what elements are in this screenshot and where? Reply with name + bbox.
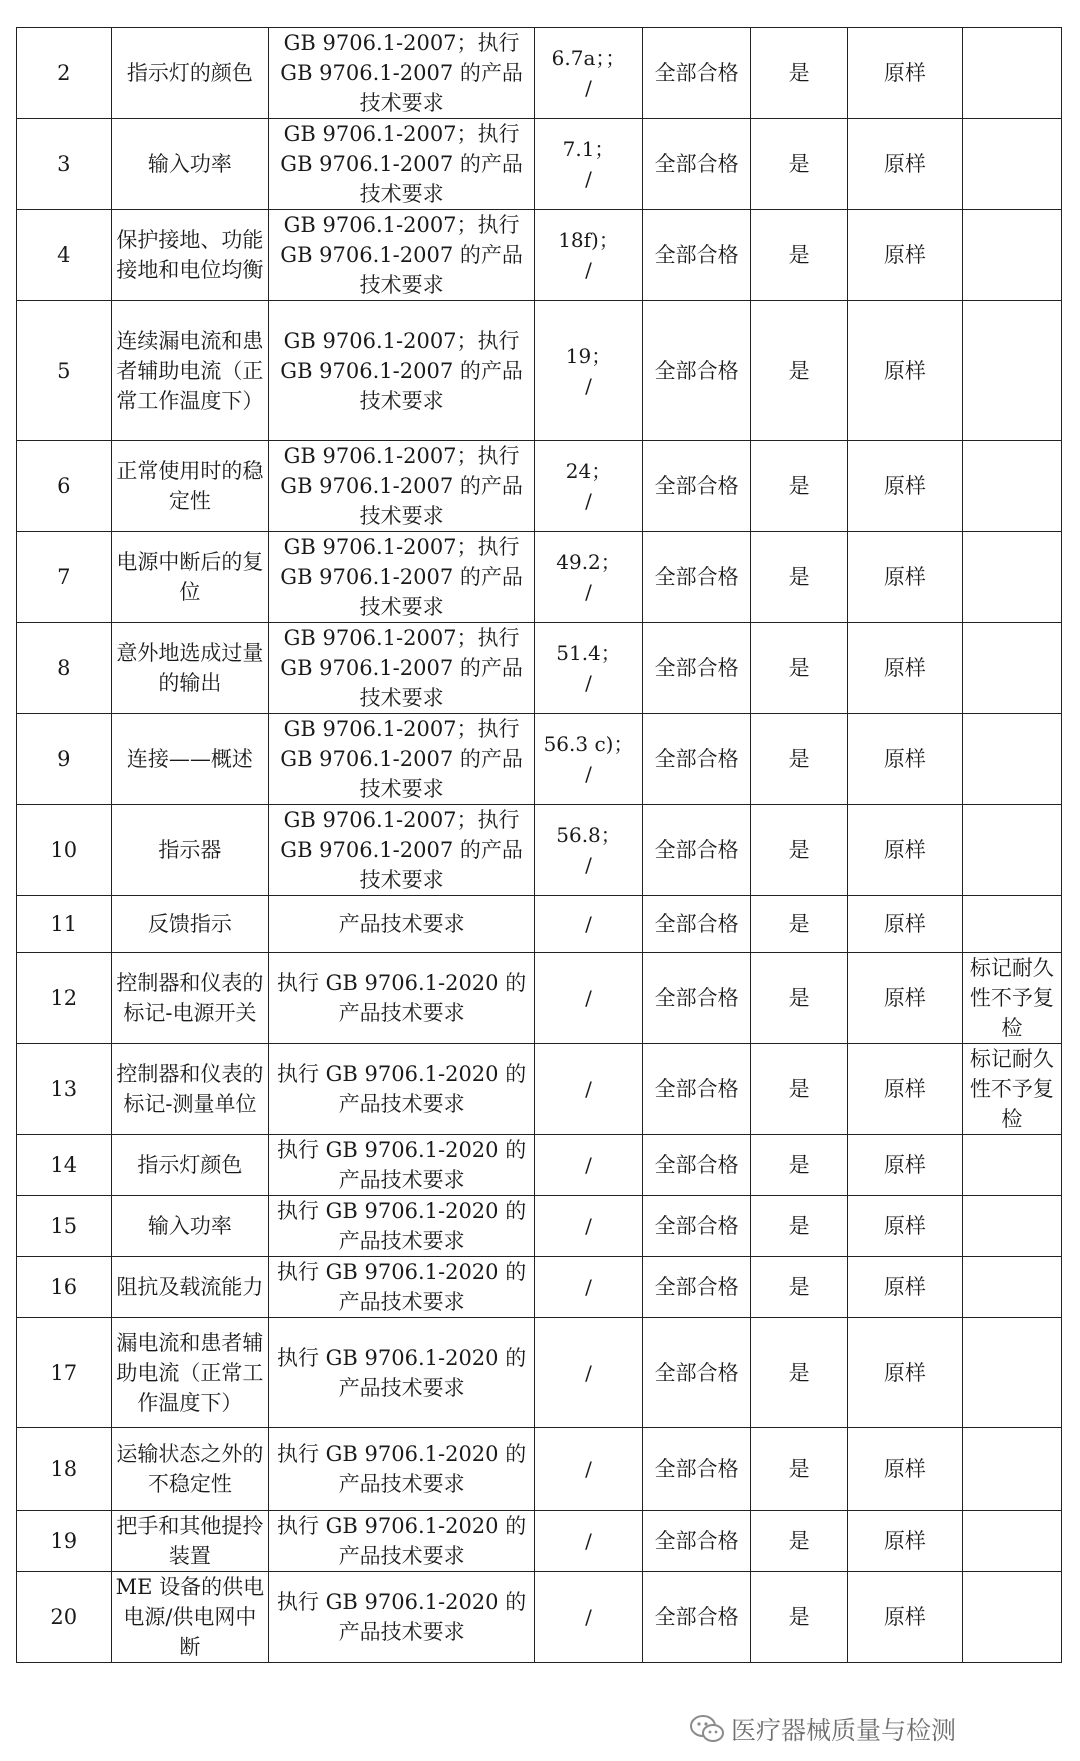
cell-clause: 6.7a；； / (534, 28, 642, 119)
cell-note (962, 1428, 1061, 1511)
cell-clause: / (534, 1135, 642, 1196)
cell-conformity: 是 (751, 1196, 848, 1257)
cell-result: 全部合格 (643, 805, 751, 896)
cell-check-item: 反馈指示 (111, 896, 269, 953)
cell-clause: / (534, 1257, 642, 1318)
cell-conformity: 是 (751, 953, 848, 1044)
cell-result: 全部合格 (643, 119, 751, 210)
table-row (17, 28, 1062, 119)
cell-clause: 56.3 c)； / (534, 714, 642, 805)
cell-conformity: 是 (751, 1044, 848, 1135)
cell-check-item: 意外地选成过量的输出 (111, 623, 269, 714)
cell-result: 全部合格 (643, 1196, 751, 1257)
cell-clause: / (534, 896, 642, 953)
cell-standard: 执行 GB 9706.1-2020 的产品技术要求 (269, 1044, 535, 1135)
table-row (17, 441, 1062, 532)
cell-conformity: 是 (751, 805, 848, 896)
cell-clause: 7.1； / (534, 119, 642, 210)
cell-result: 全部合格 (643, 441, 751, 532)
cell-row-number: 19 (17, 1511, 112, 1572)
watermark-text: 医疗器械质量与检测 (730, 1716, 956, 1745)
cell-row-number: 15 (17, 1196, 112, 1257)
cell-clause: / (534, 1511, 642, 1572)
cell-conformity: 是 (751, 441, 848, 532)
cell-check-item: 指示灯的颜色 (111, 28, 269, 119)
cell-row-number: 13 (17, 1044, 112, 1135)
cell-standard: 执行 GB 9706.1-2020 的产品技术要求 (269, 1196, 535, 1257)
watermark (689, 1711, 956, 1747)
cell-result: 全部合格 (643, 1572, 751, 1663)
cell-result: 全部合格 (643, 301, 751, 441)
cell-standard: 执行 GB 9706.1-2020 的产品技术要求 (269, 1572, 535, 1663)
cell-row-number: 2 (17, 28, 112, 119)
cell-conformity: 是 (751, 1135, 848, 1196)
cell-note (962, 1135, 1061, 1196)
cell-row-number: 12 (17, 953, 112, 1044)
cell-standard: GB 9706.1-2007；执行 GB 9706.1-2007 的产品技术要求 (269, 714, 535, 805)
cell-sample-state: 原样 (847, 210, 962, 301)
table-row (17, 210, 1062, 301)
cell-sample-state: 原样 (847, 623, 962, 714)
cell-sample-state: 原样 (847, 441, 962, 532)
cell-result: 全部合格 (643, 714, 751, 805)
table-row (17, 1196, 1062, 1257)
cell-check-item: 漏电流和患者辅助电流（正常工作温度下） (111, 1318, 269, 1428)
table-row (17, 623, 1062, 714)
cell-sample-state: 原样 (847, 1196, 962, 1257)
cell-note (962, 714, 1061, 805)
cell-sample-state: 原样 (847, 1135, 962, 1196)
cell-conformity: 是 (751, 28, 848, 119)
cell-note (962, 28, 1061, 119)
cell-sample-state: 原样 (847, 1257, 962, 1318)
cell-row-number: 14 (17, 1135, 112, 1196)
cell-standard: 执行 GB 9706.1-2020 的产品技术要求 (269, 1257, 535, 1318)
cell-result: 全部合格 (643, 1135, 751, 1196)
cell-note (962, 532, 1061, 623)
cell-standard: GB 9706.1-2007；执行 GB 9706.1-2007 的产品技术要求 (269, 532, 535, 623)
cell-standard: GB 9706.1-2007；执行 GB 9706.1-2007 的产品技术要求 (269, 441, 535, 532)
table-body (17, 28, 1062, 1663)
cell-sample-state: 原样 (847, 1318, 962, 1428)
cell-clause: / (534, 1196, 642, 1257)
cell-sample-state: 原样 (847, 1428, 962, 1511)
cell-result: 全部合格 (643, 1511, 751, 1572)
table-row (17, 1318, 1062, 1428)
cell-check-item: 运输状态之外的不稳定性 (111, 1428, 269, 1511)
cell-check-item: 正常使用时的稳定性 (111, 441, 269, 532)
cell-standard: GB 9706.1-2007；执行 GB 9706.1-2007 的产品技术要求 (269, 623, 535, 714)
cell-standard: GB 9706.1-2007；执行 GB 9706.1-2007 的产品技术要求 (269, 210, 535, 301)
table-row (17, 301, 1062, 441)
cell-note (962, 441, 1061, 532)
table-row (17, 805, 1062, 896)
cell-row-number: 3 (17, 119, 112, 210)
cell-check-item: 指示器 (111, 805, 269, 896)
cell-sample-state: 原样 (847, 896, 962, 953)
cell-standard: 执行 GB 9706.1-2020 的产品技术要求 (269, 1318, 535, 1428)
cell-sample-state: 原样 (847, 714, 962, 805)
cell-result: 全部合格 (643, 28, 751, 119)
cell-note (962, 1196, 1061, 1257)
cell-check-item: ME 设备的供电电源/供电网中断 (111, 1572, 269, 1663)
cell-sample-state: 原样 (847, 1511, 962, 1572)
cell-note (962, 805, 1061, 896)
cell-conformity: 是 (751, 623, 848, 714)
cell-conformity: 是 (751, 1572, 848, 1663)
cell-note (962, 119, 1061, 210)
cell-conformity: 是 (751, 896, 848, 953)
cell-row-number: 16 (17, 1257, 112, 1318)
cell-standard: 执行 GB 9706.1-2020 的产品技术要求 (269, 1428, 535, 1511)
table-row (17, 714, 1062, 805)
cell-sample-state: 原样 (847, 28, 962, 119)
cell-conformity: 是 (751, 1318, 848, 1428)
cell-row-number: 7 (17, 532, 112, 623)
cell-check-item: 控制器和仪表的标记-电源开关 (111, 953, 269, 1044)
cell-check-item: 控制器和仪表的标记-测量单位 (111, 1044, 269, 1135)
table-row (17, 119, 1062, 210)
cell-standard: GB 9706.1-2007；执行 GB 9706.1-2007 的产品技术要求 (269, 28, 535, 119)
cell-result: 全部合格 (643, 210, 751, 301)
cell-note: 标记耐久性不予复检 (962, 953, 1061, 1044)
cell-sample-state: 原样 (847, 1044, 962, 1135)
cell-check-item: 连续漏电流和患者辅助电流（正常工作温度下） (111, 301, 269, 441)
cell-standard: 执行 GB 9706.1-2020 的产品技术要求 (269, 953, 535, 1044)
cell-result: 全部合格 (643, 1044, 751, 1135)
cell-clause: 18f)； / (534, 210, 642, 301)
table-row (17, 953, 1062, 1044)
cell-row-number: 5 (17, 301, 112, 441)
cell-note (962, 896, 1061, 953)
cell-clause: / (534, 1428, 642, 1511)
cell-note (962, 623, 1061, 714)
table-row (17, 1428, 1062, 1511)
cell-note (962, 1572, 1061, 1663)
cell-clause: / (534, 1572, 642, 1663)
cell-conformity: 是 (751, 1511, 848, 1572)
cell-row-number: 4 (17, 210, 112, 301)
cell-clause: / (534, 953, 642, 1044)
cell-sample-state: 原样 (847, 805, 962, 896)
cell-result: 全部合格 (643, 1257, 751, 1318)
cell-row-number: 18 (17, 1428, 112, 1511)
cell-row-number: 8 (17, 623, 112, 714)
inspection-table (16, 27, 1062, 1663)
cell-note (962, 1257, 1061, 1318)
cell-conformity: 是 (751, 532, 848, 623)
table-row (17, 532, 1062, 623)
cell-conformity: 是 (751, 1257, 848, 1318)
cell-clause: / (534, 1044, 642, 1135)
cell-clause: 19； / (534, 301, 642, 441)
table-row (17, 896, 1062, 953)
cell-sample-state: 原样 (847, 1572, 962, 1663)
cell-check-item: 阻抗及载流能力 (111, 1257, 269, 1318)
cell-check-item: 电源中断后的复位 (111, 532, 269, 623)
cell-note (962, 210, 1061, 301)
cell-standard: 执行 GB 9706.1-2020 的产品技术要求 (269, 1511, 535, 1572)
cell-result: 全部合格 (643, 1428, 751, 1511)
cell-conformity: 是 (751, 301, 848, 441)
cell-row-number: 11 (17, 896, 112, 953)
cell-check-item: 指示灯颜色 (111, 1135, 269, 1196)
cell-sample-state: 原样 (847, 532, 962, 623)
cell-result: 全部合格 (643, 953, 751, 1044)
cell-check-item: 保护接地、功能接地和电位均衡 (111, 210, 269, 301)
cell-clause: / (534, 1318, 642, 1428)
cell-note: 标记耐久性不予复检 (962, 1044, 1061, 1135)
cell-standard: GB 9706.1-2007；执行 GB 9706.1-2007 的产品技术要求 (269, 119, 535, 210)
cell-clause: 51.4； / (534, 623, 642, 714)
cell-note (962, 301, 1061, 441)
cell-standard: 执行 GB 9706.1-2020 的产品技术要求 (269, 1135, 535, 1196)
cell-result: 全部合格 (643, 623, 751, 714)
cell-check-item: 输入功率 (111, 1196, 269, 1257)
cell-result: 全部合格 (643, 532, 751, 623)
cell-row-number: 6 (17, 441, 112, 532)
cell-conformity: 是 (751, 210, 848, 301)
table-row (17, 1135, 1062, 1196)
cell-standard: GB 9706.1-2007；执行 GB 9706.1-2007 的产品技术要求 (269, 301, 535, 441)
wechat-icon (689, 1714, 725, 1744)
cell-conformity: 是 (751, 119, 848, 210)
cell-row-number: 20 (17, 1572, 112, 1663)
cell-row-number: 10 (17, 805, 112, 896)
cell-row-number: 17 (17, 1318, 112, 1428)
table-row (17, 1257, 1062, 1318)
cell-clause: 56.8； / (534, 805, 642, 896)
cell-conformity: 是 (751, 714, 848, 805)
cell-clause: 24； / (534, 441, 642, 532)
cell-result: 全部合格 (643, 1318, 751, 1428)
cell-check-item: 把手和其他提拎装置 (111, 1511, 269, 1572)
table-row (17, 1511, 1062, 1572)
cell-note (962, 1318, 1061, 1428)
cell-sample-state: 原样 (847, 953, 962, 1044)
cell-clause: 49.2； / (534, 532, 642, 623)
cell-note (962, 1511, 1061, 1572)
cell-standard: GB 9706.1-2007；执行 GB 9706.1-2007 的产品技术要求 (269, 805, 535, 896)
table-row (17, 1572, 1062, 1663)
cell-row-number: 9 (17, 714, 112, 805)
cell-result: 全部合格 (643, 896, 751, 953)
cell-sample-state: 原样 (847, 301, 962, 441)
cell-sample-state: 原样 (847, 119, 962, 210)
cell-check-item: 连接——概述 (111, 714, 269, 805)
cell-standard: 产品技术要求 (269, 896, 535, 953)
table-row (17, 1044, 1062, 1135)
cell-check-item: 输入功率 (111, 119, 269, 210)
cell-conformity: 是 (751, 1428, 848, 1511)
